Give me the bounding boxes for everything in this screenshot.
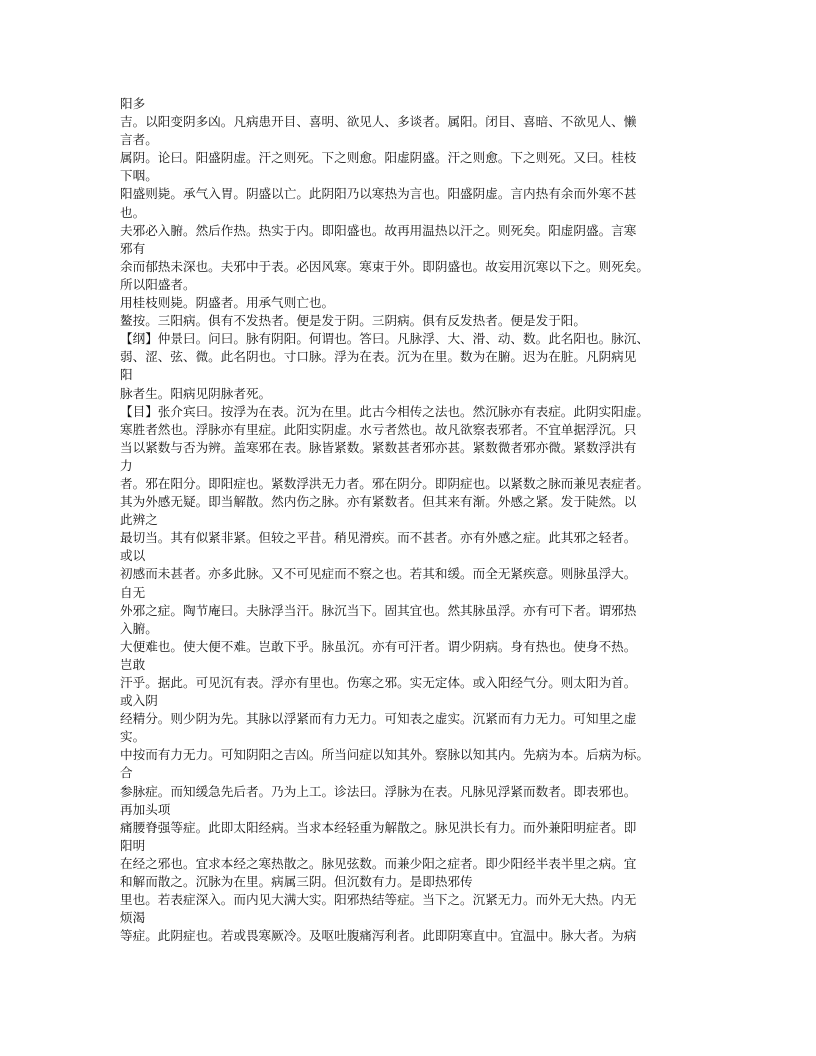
text-line: 所以阳盛者。 <box>120 276 196 292</box>
text-line: 中按而有力无力。可知阴阳之吉凶。所当问症以知其外。察脉以知其内。先病为本。后病为标。 <box>120 747 649 763</box>
text-line: 等症。此阴症也。若或畏寒厥冷。及呕吐腹痛泻利者。此即阴寒直中。宜温中。脉大者。为病 <box>120 928 637 944</box>
text-line: 初感而未甚者。亦多此脉。又不可见症而不察之也。若其和缓。而全无紧疾意。则脉虽浮大。 <box>120 566 637 582</box>
text-line: 或入阴 <box>120 693 158 709</box>
text-line: 邪有 <box>120 240 146 256</box>
text-line: 和解而散之。沉脉为在里。病属三阴。但沉数有力。是即热邪传 <box>120 874 473 890</box>
text-line: 也。 <box>120 204 146 220</box>
text-line: 合 <box>120 765 133 781</box>
text-line: 经精分。则少阴为先。其脉以浮紧而有力无力。可知表之虚实。沉紧而有力无力。可知里之虚 <box>120 711 637 727</box>
text-line: 阳明 <box>120 837 146 853</box>
document-page <box>120 95 696 945</box>
text-line: 汗乎。据此。可见沉有表。浮亦有里也。伤寒之邪。实无定体。或入阳经气分。则太阳为首。 <box>120 675 637 690</box>
text-line: 自无 <box>120 584 146 600</box>
text-line: 阳 <box>120 367 133 383</box>
text-line: 外邪之症。陶节庵曰。夫脉浮当汗。脉沉当下。固其宜也。然其脉虽浮。亦有可下者。谓邪热 <box>120 602 637 618</box>
text-line: 痛腰脊强等症。此即太阳经病。当求本经轻重为解散之。脉见洪长有力。而外兼阳明症者。即 <box>120 819 637 835</box>
text-line: 最切当。其有似紧非紧。但较之平昔。稍见滑疾。而不甚者。亦有外感之症。此其邪之轻者。 <box>120 530 637 546</box>
text-line: 者。邪在阳分。即阳症也。紧数浮洪无力者。邪在阴分。即阴症也。以紧数之脉而兼见表症者。 <box>120 475 649 491</box>
text-line: 其为外感无疑。即当解散。然内伤之脉。亦有紧数者。但其来有渐。外感之紧。发于陡然。以 <box>120 494 637 510</box>
text-line: 余而郁热未深也。夫邪中于表。必因风寒。寒束于外。即阴盛也。故妄用沉寒以下之。则死矣。 <box>120 258 649 274</box>
text-line: 【目】张介宾曰。按浮为在表。沉为在里。此古今相传之法也。然沉脉亦有表症。此阴实阳虚。 <box>120 403 649 419</box>
text-line: 阳多 <box>120 96 146 111</box>
text-line: 吉。以阳变阴多凶。凡病患开目、喜明、欲见人、多谈者。属阳。闭目、喜暗、不欲见人、懒 <box>120 114 637 130</box>
text-line: 【纲】仲景曰。问曰。脉有阴阳。何谓也。答曰。凡脉浮、大、滑、动、数。此名阳也。脉沉、 <box>120 331 649 347</box>
text-line: 入腑。 <box>120 620 158 636</box>
text-line: 实。 <box>120 729 146 745</box>
text-line: 或以 <box>120 548 146 564</box>
text-line: 参脉症。而知缓急先后者。乃为上工。诊法曰。浮脉为在表。凡脉见浮紧而数者。即表邪也。 <box>120 783 637 799</box>
text-line: 大便难也。使大便不难。岂敢下乎。脉虽沉。亦有可汗者。谓少阴病。身有热也。使身不热。 <box>120 638 637 654</box>
text-line: 再加头项 <box>120 801 171 817</box>
text-line: 阳盛则毙。承气入胃。阴盛以亡。此阴阳乃以寒热为言也。阳盛阴虚。言内热有余而外寒不甚 <box>120 186 637 202</box>
text-line: 力 <box>120 457 133 473</box>
text-line: 脉者生。阳病见阴脉者死。 <box>120 385 272 401</box>
text-line: 鳌按。三阳病。俱有不发热者。便是发于阴。三阴病。俱有反发热者。便是发于阳。 <box>120 313 586 329</box>
text-line: 寒胜者然也。浮脉亦有里症。此阳实阴虚。水亏者然也。故凡欲察表邪者。不宜单据浮沉。只 <box>120 421 637 437</box>
text-line: 言者。 <box>120 132 158 148</box>
text-line: 烦渴 <box>120 910 146 926</box>
text-line: 下咽。 <box>120 168 158 184</box>
text-line: 用桂枝则毙。阴盛者。用承气则亡也。 <box>120 295 335 311</box>
text-line: 夫邪必入腑。然后作热。热实于内。即阳盛也。故再用温热以汗之。则死矣。阳虚阴盛。言寒 <box>120 222 637 238</box>
text-line: 属阴。论曰。阳盛阴虚。汗之则死。下之则愈。阳虚阴盛。汗之则愈。下之则死。又曰。桂枝 <box>120 150 637 166</box>
text-line: 此辨之 <box>120 512 158 528</box>
text-line: 弱、涩、弦、微。此名阴也。寸口脉。浮为在表。沉为在里。数为在腑。迟为在脏。凡阴病见 <box>120 349 637 365</box>
text-line: 岂敢 <box>120 656 146 672</box>
text-line: 当以紧数与否为辨。盖寒邪在表。脉皆紧数。紧数甚者邪亦甚。紧数微者邪亦微。紧数浮洪有 <box>120 439 637 455</box>
text-line: 在经之邪也。宜求本经之寒热散之。脉见弦数。而兼少阳之症者。即少阳经半表半里之病。宜 <box>120 855 637 871</box>
text-line: 里也。若表症深入。而内见大满大实。阳邪热结等症。当下之。沉紧无力。而外无大热。内无 <box>120 892 637 908</box>
